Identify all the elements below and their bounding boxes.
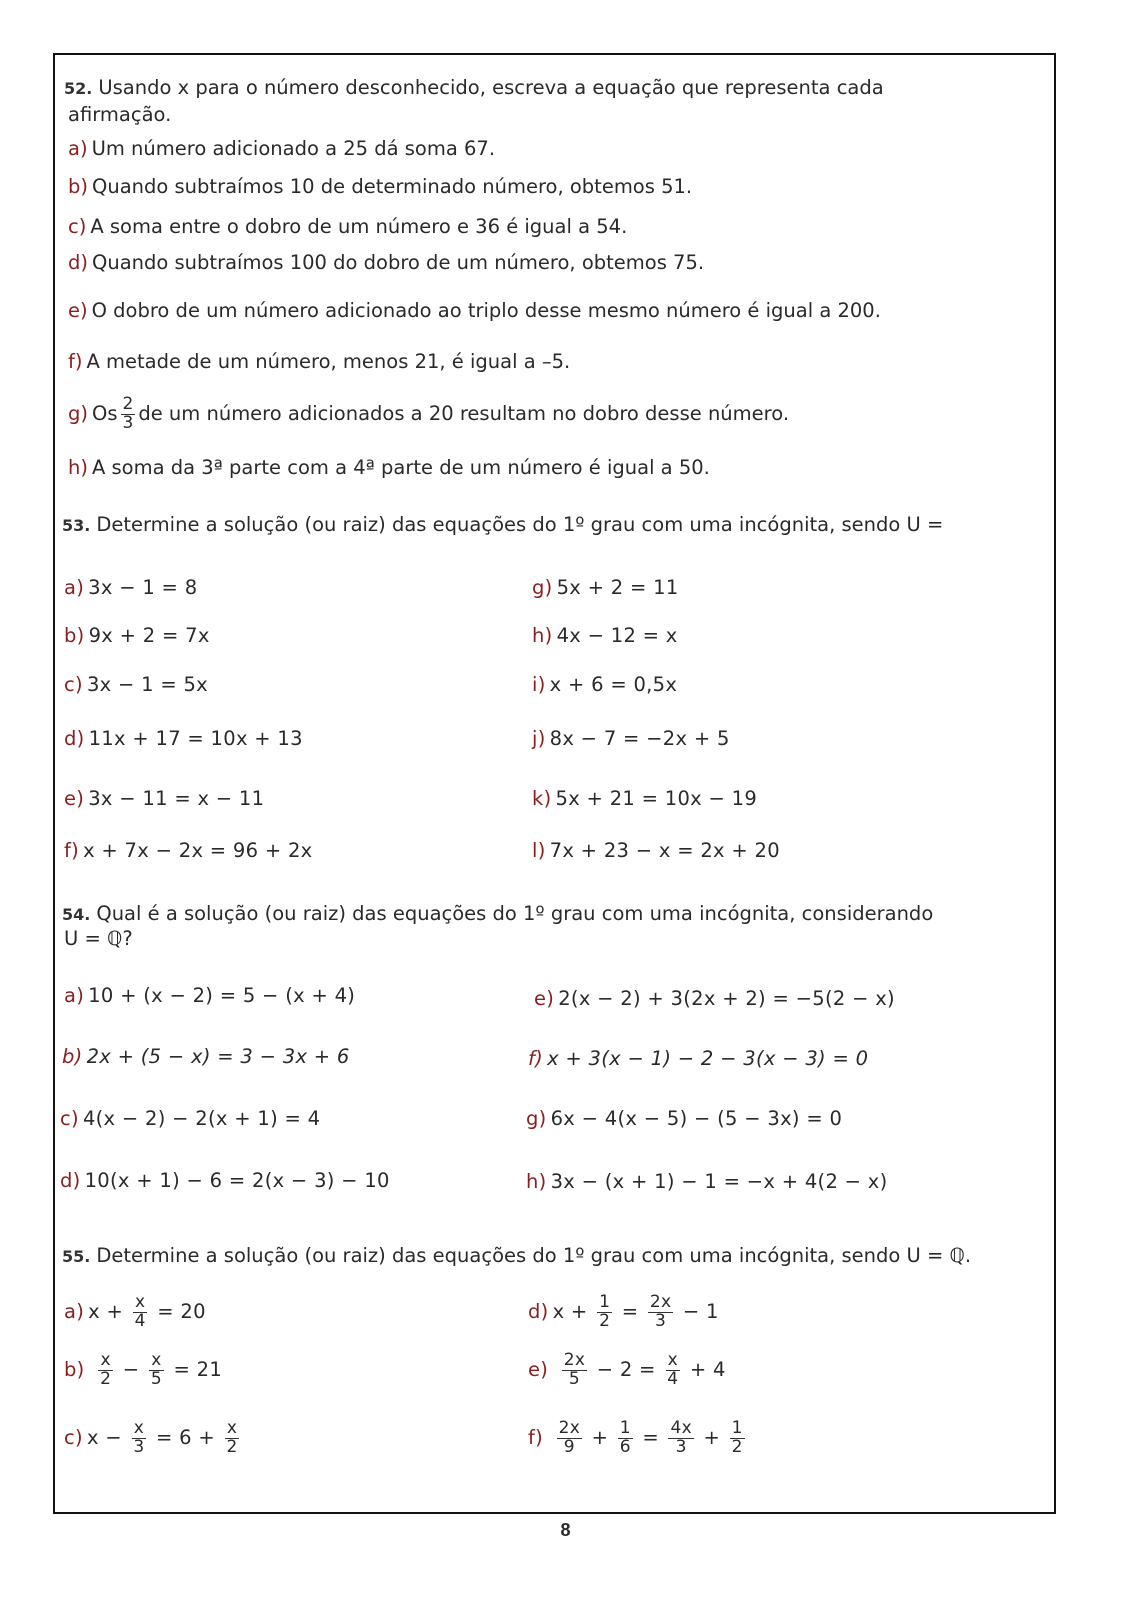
- q55-item-c: c) x − $\frac{x}{3}$ = 6 + $\frac{x}{2}$: [64, 1418, 238, 1457]
- q53-item-g: g) 5x + 2 = 11: [532, 576, 679, 599]
- fraction: $\frac{4x}{3}$: [670, 1418, 692, 1457]
- q54-item-a: a) 10 + (x − 2) = 5 − (x + 4): [64, 984, 356, 1007]
- fraction: $\frac{2}{3}$: [122, 394, 134, 433]
- q52-item-a: a) Um número adicionado a 25 dá soma 67.: [68, 137, 496, 160]
- q52-item-d: d) Quando subtraímos 100 do dobro de um número, obtemos 75.: [68, 251, 705, 274]
- q53-item-c: c) 3x − 1 = 5x: [64, 673, 209, 696]
- q54-item-d: d) 10(x + 1) − 6 = 2(x − 3) − 10: [60, 1169, 390, 1192]
- fraction: $\frac{x}{2}$: [226, 1418, 238, 1457]
- q54-item-g: g) 6x − 4(x − 5) − (5 − 3x) = 0: [526, 1107, 843, 1130]
- q54-item-h: h) 3x − (x + 1) − 1 = −x + 4(2 − x): [526, 1170, 888, 1193]
- q52-item-h: h) A soma da 3ª parte com a 4ª parte de um número é igual a 50.: [68, 456, 710, 479]
- fraction: $\frac{x}{5}$: [150, 1350, 162, 1389]
- q54-item-c: c) 4(x − 2) − 2(x + 1) = 4: [60, 1107, 321, 1130]
- q53-item-a: a) 3x − 1 = 8: [64, 576, 198, 599]
- q53-heading: [62, 513, 943, 536]
- q53-item-h: h) 4x − 12 = x: [532, 624, 678, 647]
- q54-text-line2: U = ℚ?: [64, 927, 133, 950]
- fraction: $\frac{x}{4}$: [134, 1292, 146, 1331]
- fraction: $\frac{x}{3}$: [133, 1418, 145, 1457]
- q52-item-g: g) Os $\frac{2}{3}$ de um número adicionados a 20 resultam no dobro desse número.: [68, 394, 790, 433]
- q55-item-a: a) x + $\frac{x}{4}$ = 20: [64, 1292, 206, 1331]
- q52-text-line1: Usando x para o número desconhecido, escreva a equação que representa cada: [98, 76, 884, 99]
- q52-item-e: e) O dobro de um número adicionado ao triplo desse mesmo número é igual a 200.: [68, 299, 881, 322]
- fraction: $\frac{2x}{9}$: [558, 1418, 581, 1457]
- fraction: $\frac{1}{2}$: [731, 1418, 743, 1457]
- q55-item-e: e) $\frac{2x}{5}$ − 2 = $\frac{x}{4}$ + 4: [528, 1350, 726, 1389]
- q55-item-b: b) $\frac{x}{2}$ − $\frac{x}{5}$ = 21: [64, 1350, 223, 1389]
- fraction: $\frac{1}{2}$: [599, 1292, 611, 1331]
- q55-heading: [62, 1244, 971, 1267]
- fraction: $\frac{1}{6}$: [619, 1418, 631, 1457]
- q52-number: 52.: [64, 79, 93, 98]
- q54-item-b: b) 2x + (5 − x) = 3 − 3x + 6: [62, 1045, 350, 1068]
- q55-item-f: f) $\frac{2x}{9}$ + $\frac{1}{6}$ = $\frac{4x}{3}$ + $\frac{1}{2}$: [528, 1418, 743, 1457]
- q53-item-e: e) 3x − 11 = x − 11: [64, 787, 265, 810]
- q52-item-f: f) A metade de um número, menos 21, é igual a –5.: [68, 350, 571, 373]
- q55-item-d: d) x + $\frac{1}{2}$ = $\frac{2x}{3}$ − 1: [528, 1292, 719, 1331]
- q53-item-i: i) x + 6 = 0,5x: [532, 673, 678, 696]
- fraction: $\frac{x}{2}$: [100, 1350, 112, 1389]
- q53-item-f: f) x + 7x − 2x = 96 + 2x: [64, 839, 313, 862]
- q52-text-line2: afirmação.: [68, 103, 172, 126]
- q53-item-j: j) 8x − 7 = −2x + 5: [532, 727, 730, 750]
- q52-heading: [64, 76, 884, 99]
- q54-item-e: e) 2(x − 2) + 3(2x + 2) = −5(2 − x): [534, 987, 895, 1010]
- q55-number: 55.: [62, 1247, 91, 1266]
- q52-item-c: c) A soma entre o dobro de um número e 36 é igual a 54.: [68, 215, 628, 238]
- q52-item-b: b) Quando subtraímos 10 de determinado número, obtemos 51.: [68, 175, 693, 198]
- q54-item-f: f) x + 3(x − 1) − 2 − 3(x − 3) = 0: [528, 1047, 869, 1070]
- q53-number: 53.: [62, 516, 91, 535]
- q53-item-b: b) 9x + 2 = 7x: [64, 624, 210, 647]
- fraction: $\frac{2x}{3}$: [649, 1292, 672, 1331]
- q53-text: Determine a solução (ou raiz) das equações do 1º grau com uma incógnita, sendo U =: [96, 513, 944, 536]
- fraction: $\frac{2x}{5}$: [563, 1350, 586, 1389]
- q53-item-l: l) 7x + 23 − x = 2x + 20: [532, 839, 780, 862]
- q54-heading: [62, 902, 933, 925]
- fraction: $\frac{x}{4}$: [667, 1350, 679, 1389]
- q55-text: Determine a solução (ou raiz) das equações do 1º grau com uma incógnita, sendo U = ℚ.: [96, 1244, 972, 1267]
- q53-item-d: d) 11x + 17 = 10x + 13: [64, 727, 303, 750]
- q54-number: 54.: [62, 905, 91, 924]
- q54-text-line1: Qual é a solução (ou raiz) das equações do 1º grau com uma incógnita, considerando: [96, 902, 934, 925]
- page-number: 8: [560, 1520, 571, 1540]
- q53-item-k: k) 5x + 21 = 10x − 19: [532, 787, 758, 810]
